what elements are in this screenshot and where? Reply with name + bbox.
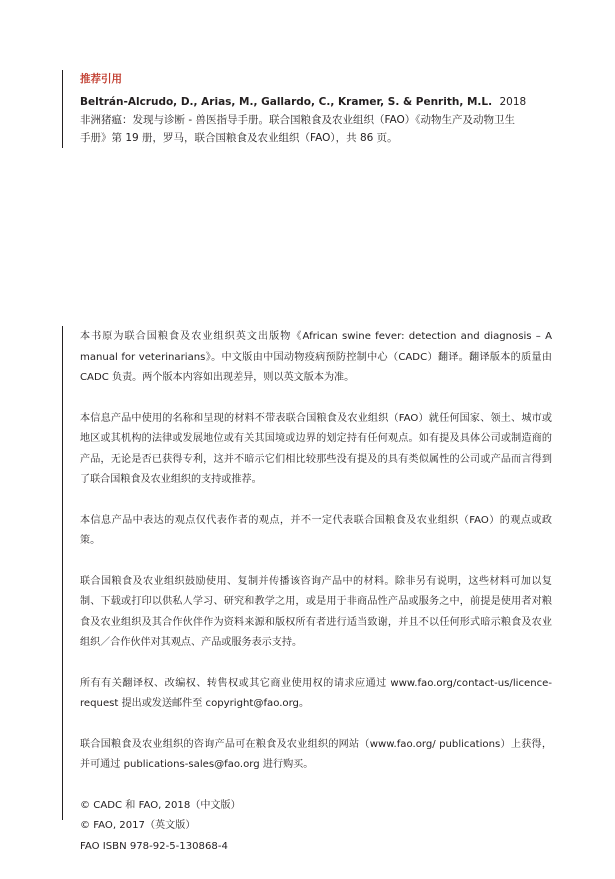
isbn: FAO ISBN 978-92-5-130868-4 [80,840,228,852]
paragraph-views: 本信息产品中表达的观点仅代表作者的观点，并不一定代表联合国粮食及农业组织（FAO）的观点或政策。 [80,514,552,546]
citation-authors: Beltrán-Alcrudo, D., Arias, M., Gallardo, C., Kramer, S. & Penrith, M.L. [80,96,493,108]
citation-line-title: 非洲猪瘟：发现与诊断 - 兽医指导手册。联合国粮食及农业组织（FAO）《动物生产及动物卫生 [80,114,516,126]
legal-notice [80,327,552,857]
paragraph-availability: 联合国粮食及农业组织的咨询产品可在粮食及农业组织的网站（www.fao.org/ publications）上获得，并可通过 publications-sales@fao.org 进行购买。 [80,738,552,770]
copyright-cadc: © CADC 和 FAO, 2018（中文版） [80,799,241,811]
citation-line-authors [80,93,560,111]
paragraph-disclaimer: 本信息产品中使用的名称和呈现的材料不带表联合国粮食及农业组织（FAO）就任何国家、领土、城市或地区或其机构的法律或发展地位或有关其国境或边界的划定持有任何观点。如有提及具体公司或制造商的产品，无论是否已获得专利，这并不暗示它们相比较那些没有提及的具有类似属性的公司或产品而言得到了联合国粮食及农业组织的支持或推荐。 [80,412,552,485]
citation-heading: 推荐引用 [80,73,122,85]
citation-line-source: 手册》第 19 册，罗马，联合国粮食及农业组织（FAO），共 86 页。 [80,132,398,144]
citation-block [80,93,560,147]
copyright-fao: © FAO, 2017（英文版） [80,820,196,831]
citation-year: 2018 [499,96,527,108]
paragraph-usage-rights: 联合国粮食及农业组织鼓励使用、复制并传播该咨询产品中的材料。除非另有说明，这些材料可加以复制、下载或打印以供私人学习、研究和教学之用，或是用于非商品性产品或服务之中，前提是使用者对粮食及农业组织及其合作伙伴作为资料来源和版权所有者进行适当致谢，并且不以任何形式暗示粮食及农业组织／合作伙伴对其观点、产品或服务表示支持。 [80,575,552,648]
legal-margin-rule [62,326,63,820]
paragraph-translation-note: 本书原为联合国粮食及农业组织英文出版物《African swine fever: detection and diagnosis – A manual for veterinarians》。中文版由中国动物疫病预防控制中心（CADC）翻译。翻译版本的质量由 CADC 负责。两个版本内容如出现差异，则以英文版本为准。 [80,331,552,383]
citation-margin-rule [62,70,63,148]
paragraph-permissions: 所有有关翻译权、改编权、转售权或其它商业使用权的请求应通过 www.fao.org/contact-us/licence-request 提出或发送邮件至 copyright@fao.org。 [80,677,552,709]
